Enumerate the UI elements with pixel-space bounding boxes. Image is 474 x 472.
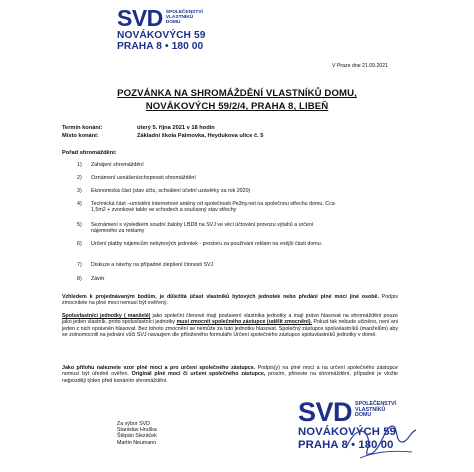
stamp-sub-line: SPOLEČENSTVÍ: [355, 401, 396, 407]
place-value: Základní škola Palmovka, Heydukova ulice č. 5: [137, 133, 264, 139]
notice-3-text-b: prosím, přineste na shromáždění, případně je vložte nejpozději týden před konáním shromáždění.: [62, 371, 399, 384]
signature-line: Stanislav Hruška: [117, 427, 157, 434]
agenda-num: 4): [77, 201, 82, 207]
footer-stamp-city: PRAHA 8 • 180 00: [298, 438, 394, 451]
stamp-sub-line: SPOLEČENSTVÍ: [165, 10, 203, 15]
agenda-num: 8): [77, 276, 82, 282]
agenda-num: 2): [77, 175, 82, 181]
notice-2-text-a: jako společní členové mají postavení vlastníka jednotky a mají právo hlasovat na shromáždění pouze jako jeden vlastník, proto spoluvlastníci jednotky: [62, 313, 398, 326]
signature-block: [117, 421, 157, 446]
notice-3-bold-a: Jako přílohu naleznete vzor plné moci a pro určení společného zástupce.: [62, 365, 256, 371]
header-stamp: [117, 7, 241, 59]
agenda-text: Ekonomická část (stav účtu, schválení účetní uzávěrky za rok 2020): [91, 188, 251, 194]
agenda-title: Pořad shromáždění:: [62, 150, 117, 156]
notice-1-text: Podpis zmocnitele na plné moci nemusí být ověřený.: [62, 294, 398, 307]
meeting-place: [62, 133, 263, 139]
stamp-sub-line: VLASTNÍKŮ: [355, 406, 386, 413]
agenda-text: Určení platby nájemcům nebytových jednotek - prostoru za používání reklam na vnější části domu.: [91, 241, 323, 247]
notice-1-bold: Vzhledem k projednávaným bodům, je důležitá účast vlastníků bytových jednotek nebo předání plné moci jiné osobě.: [62, 294, 379, 300]
stamp-city: PRAHA 8 • 180 00: [117, 41, 204, 52]
document-date: V Praze dne 21.09.2021: [332, 63, 388, 69]
notice-2-bold-b: musí zmocnit společného zástupce (udělit zmocnění).: [176, 319, 312, 326]
agenda-text: Oznámení usnášeníschopnosti shromáždění: [91, 175, 196, 181]
signature-line: Martin Neumann: [117, 439, 157, 446]
signature-line: Za výbor SVD: [117, 421, 150, 427]
agenda-item: [77, 276, 337, 282]
agenda-item: [77, 162, 337, 168]
document-title-line2: NOVÁKOVÝCH 59/2/4, PRAHA 8, LIBEŇ: [145, 101, 329, 112]
agenda-text: Technická část –umístění internetové antény od společnosti Pe3ny.net na společnou střechu domu. Cca 1,5m2 + zvonkové tablo ve vchodech a současný stav střechy: [91, 201, 335, 214]
agenda-text: Závěr: [91, 276, 105, 282]
agenda-num: 5): [77, 222, 82, 228]
term-value: úterý 5. října 2021 v 18 hodin: [137, 125, 215, 131]
agenda-item: [77, 201, 337, 214]
notice-paragraph-3: [62, 365, 398, 384]
agenda-text: Zahájení shromáždění: [91, 162, 144, 168]
notice-paragraph-2: [62, 313, 398, 338]
notice-2-text-b: Pokud tak nebude učiněno, není ani jeden z nich oprávněn hlasovat. Bez tohoto zmocnění se nemůže za tuto jednotku hlasovat. Společný zástupce spoluvlastníků (manželům) aby se zolnomocnili na jednání vůči SVJ navazjem dle přiloženého formuláře Určení společného zástupce spoluvlastníků jednotky v domě.: [62, 319, 398, 338]
place-label: Místo konání:: [62, 133, 99, 139]
stamp-sub-line: VLASTNÍKŮ: [165, 15, 194, 21]
agenda-item: [77, 175, 337, 181]
notice-2-bold-a: Spoluvlastníci jednotky ( manželé): [62, 313, 151, 319]
stamp-sub-line: DOMU: [355, 412, 372, 419]
agenda-num: 6): [77, 241, 82, 247]
stamp-sub: [166, 10, 203, 26]
notice-paragraph-1: [62, 294, 398, 307]
document-title-line1: POZVÁNKA NA SHROMÁŽDĚNÍ VLASTNÍKŮ DOMU,: [117, 88, 357, 99]
agenda-num: 1): [77, 162, 82, 168]
meeting-term: [62, 125, 215, 131]
notice-3-bold-b: Originál plné moci či určení společného zástupce,: [131, 371, 266, 378]
stamp-logo: SVD: [117, 5, 163, 31]
agenda-text: Seznámení s výsledkem soudní žaloby LBD8 na SVJ ve věci účtování provozu výtahů a určení nájemného za reklamy: [91, 222, 314, 235]
agenda-item: [77, 222, 337, 235]
footer-stamp-address: NOVÁKOVÝCH 59: [298, 426, 396, 438]
handwritten-signature: [340, 408, 420, 463]
term-label: Termín konání:: [62, 125, 103, 131]
footer-stamp-logo: SVD: [298, 397, 353, 427]
agenda-item: [77, 188, 337, 194]
agenda-num: 7): [77, 262, 82, 268]
agenda-text: Diskuze a návrhy na případné zlepšení činnosti SVJ: [91, 262, 214, 268]
stamp-logo-row: [117, 7, 241, 30]
agenda-num: 3): [77, 188, 82, 194]
stamp-address: NOVÁKOVÝCH 59: [117, 30, 206, 41]
notice-3-text-a: Podpis(y) na plné moci a na určení společného zástupce nemusí být úředně ověřen.: [62, 365, 399, 378]
stamp-sub-line: DOMU: [165, 20, 181, 26]
agenda-item: [77, 262, 337, 268]
agenda-item: [77, 241, 337, 247]
signature-line: Štěpán Slezáček: [117, 433, 157, 440]
